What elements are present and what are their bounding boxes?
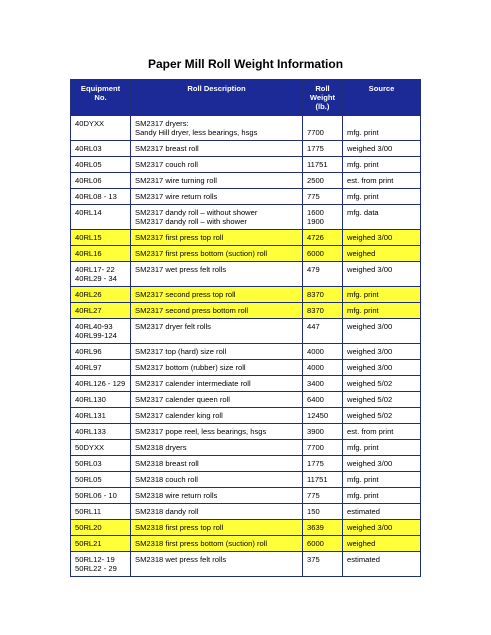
description-cell	[131, 424, 303, 440]
equipment-cell-line: 50RL21	[75, 539, 102, 548]
description-cell	[131, 504, 303, 520]
description-cell	[131, 303, 303, 319]
source-cell	[343, 205, 421, 230]
source-cell	[343, 246, 421, 262]
weight-cell-line: 8370	[307, 306, 324, 315]
description-cell	[131, 287, 303, 303]
weight-cell-line: 7700	[307, 443, 324, 452]
equipment-cell-line: 40RL27	[75, 306, 102, 315]
table-row	[71, 262, 421, 287]
source-cell	[343, 360, 421, 376]
source-cell-line: mfg. print	[347, 192, 379, 201]
description-cell-line: Sandy Hill dryer, less bearings, hsgs	[135, 128, 258, 137]
equipment-cell	[71, 424, 131, 440]
table-row	[71, 376, 421, 392]
source-cell	[343, 440, 421, 456]
table-row	[71, 116, 421, 141]
equipment-cell-line: 50RL20	[75, 523, 102, 532]
weight-cell	[303, 456, 343, 472]
description-cell	[131, 520, 303, 536]
document-title: Paper Mill Roll Weight Information	[147, 57, 344, 71]
source-cell-line: est. from print	[347, 176, 394, 185]
equipment-cell-line: 40RL15	[75, 233, 102, 242]
weight-cell	[303, 141, 343, 157]
weight-cell	[303, 205, 343, 230]
description-cell-line: SM2317 second press top roll	[135, 290, 236, 299]
weight-cell-line: 1775	[307, 459, 324, 468]
header-roll-description: Roll Description	[131, 80, 303, 116]
source-cell	[343, 287, 421, 303]
weight-cell-line: 775	[307, 192, 320, 201]
weight-cell-line: 11751	[307, 160, 328, 169]
table-row	[71, 424, 421, 440]
description-cell-line: SM2317 dryers:	[135, 119, 189, 128]
source-cell	[343, 488, 421, 504]
description-cell	[131, 392, 303, 408]
equipment-cell	[71, 472, 131, 488]
weight-cell-line	[307, 119, 338, 128]
source-cell	[343, 173, 421, 189]
equipment-cell	[71, 504, 131, 520]
equipment-cell-line: 40RL40-93	[75, 322, 113, 331]
description-cell-line: SM2317 wet press felt rolls	[135, 265, 227, 274]
equipment-cell-line: 40RL06	[75, 176, 102, 185]
description-cell-line: SM2318 couch roll	[135, 475, 198, 484]
description-cell-line: SM2318 dryers	[135, 443, 187, 452]
equipment-cell	[71, 344, 131, 360]
equipment-cell-line: 40DYXX	[75, 119, 105, 128]
description-cell-line: SM2318 first press bottom (suction) roll	[135, 539, 268, 548]
table-row	[71, 360, 421, 376]
source-cell-line: weighed 3/00	[347, 144, 393, 153]
source-cell	[343, 552, 421, 577]
table-row	[71, 520, 421, 536]
table-row	[71, 303, 421, 319]
weight-cell-line: 6400	[307, 395, 324, 404]
weight-cell-line: 1600	[307, 208, 324, 217]
table-row	[71, 287, 421, 303]
description-cell-line: SM2317 top (hard) size roll	[135, 347, 227, 356]
description-cell	[131, 141, 303, 157]
description-cell-line: SM2317 dandy roll – with shower	[135, 217, 247, 226]
equipment-cell-line: 50RL22 - 29	[75, 564, 117, 573]
equipment-cell-line: 40RL133	[75, 427, 106, 436]
description-cell	[131, 262, 303, 287]
weight-cell	[303, 287, 343, 303]
weight-cell	[303, 246, 343, 262]
description-cell-line: SM2317 dandy roll – without shower	[135, 208, 258, 217]
source-cell-line: mfg. print	[347, 491, 379, 500]
weight-cell-line: 775	[307, 491, 320, 500]
description-cell	[131, 456, 303, 472]
weight-cell-line: 6000	[307, 539, 324, 548]
description-cell-line: SM2317 wire turning roll	[135, 176, 217, 185]
table-row	[71, 157, 421, 173]
source-cell-line: est. from print	[347, 427, 394, 436]
table-row	[71, 392, 421, 408]
equipment-cell	[71, 488, 131, 504]
equipment-cell-line: 40RL99-124	[75, 331, 117, 340]
source-cell-line: mfg. print	[347, 443, 379, 452]
source-cell-line: weighed 5/02	[347, 379, 393, 388]
description-cell	[131, 319, 303, 344]
description-cell-line: SM2317 first press bottom (suction) roll	[135, 249, 268, 258]
source-cell-line: mfg. print	[347, 306, 379, 315]
description-cell-line: SM2317 first press top roll	[135, 233, 224, 242]
table-row	[71, 344, 421, 360]
description-cell-line: SM2318 dandy roll	[135, 507, 199, 516]
description-cell	[131, 116, 303, 141]
description-cell-line: SM2317 second press bottom roll	[135, 306, 249, 315]
table-row	[71, 472, 421, 488]
description-cell	[131, 344, 303, 360]
source-cell-line: weighed 3/00	[347, 347, 393, 356]
equipment-cell-line: 40RL96	[75, 347, 102, 356]
equipment-cell	[71, 440, 131, 456]
weight-cell	[303, 536, 343, 552]
equipment-cell	[71, 189, 131, 205]
description-cell-line: SM2318 wire return rolls	[135, 491, 218, 500]
weight-cell-line: 1900	[307, 217, 324, 226]
source-cell	[343, 141, 421, 157]
header-roll-weight: Roll Weight (lb.)	[303, 80, 343, 116]
weight-cell	[303, 424, 343, 440]
description-cell-line: SM2318 breast roll	[135, 459, 199, 468]
header-equipment-no: Equipment No.	[71, 80, 131, 116]
source-cell	[343, 456, 421, 472]
source-cell	[343, 472, 421, 488]
weight-cell	[303, 319, 343, 344]
source-cell-line: weighed 3/00	[347, 363, 393, 372]
source-cell	[343, 536, 421, 552]
description-cell-line: SM2317 calender queen roll	[135, 395, 230, 404]
weight-cell	[303, 472, 343, 488]
description-cell	[131, 536, 303, 552]
table-row	[71, 504, 421, 520]
equipment-cell-line: 40RL26	[75, 290, 102, 299]
weight-cell	[303, 520, 343, 536]
equipment-cell	[71, 360, 131, 376]
table-row	[71, 440, 421, 456]
weight-cell	[303, 344, 343, 360]
equipment-cell	[71, 157, 131, 173]
source-cell-line: weighed 3/00	[347, 233, 393, 242]
weight-cell	[303, 504, 343, 520]
description-cell	[131, 230, 303, 246]
source-cell-line: mfg. print	[347, 290, 379, 299]
equipment-cell-line: 40RL05	[75, 160, 102, 169]
description-cell	[131, 488, 303, 504]
equipment-cell	[71, 116, 131, 141]
source-cell-line: weighed 3/00	[347, 322, 393, 331]
weight-cell-line: 11751	[307, 475, 328, 484]
table-row	[71, 319, 421, 344]
description-cell-line: SM2318 first press top roll	[135, 523, 224, 532]
source-cell-line: weighed 3/00	[347, 459, 393, 468]
weight-cell	[303, 189, 343, 205]
source-cell	[343, 376, 421, 392]
weight-cell-line: 3900	[307, 427, 324, 436]
table-row	[71, 408, 421, 424]
description-cell	[131, 440, 303, 456]
equipment-cell-line: 50RL12- 19	[75, 555, 115, 564]
source-cell	[343, 408, 421, 424]
weight-cell	[303, 360, 343, 376]
source-cell	[343, 116, 421, 141]
source-cell-line: mfg. print	[347, 475, 379, 484]
equipment-cell-line: 50RL05	[75, 475, 102, 484]
equipment-cell-line: 40RL17- 22	[75, 265, 115, 274]
table-row	[71, 189, 421, 205]
table-body	[71, 116, 421, 577]
equipment-cell-line: 40RL03	[75, 144, 102, 153]
weight-cell	[303, 173, 343, 189]
description-cell-line: SM2317 breast roll	[135, 144, 199, 153]
source-cell-line: weighed 3/00	[347, 523, 393, 532]
equipment-cell	[71, 520, 131, 536]
equipment-cell	[71, 536, 131, 552]
weight-cell-line: 3400	[307, 379, 324, 388]
equipment-cell	[71, 303, 131, 319]
equipment-cell-line: 40RL16	[75, 249, 102, 258]
source-cell	[343, 344, 421, 360]
table-header-row	[71, 80, 421, 116]
table-row	[71, 230, 421, 246]
weight-cell	[303, 392, 343, 408]
weight-cell	[303, 116, 343, 141]
table-row	[71, 456, 421, 472]
equipment-cell	[71, 173, 131, 189]
source-cell-line: mfg. print	[347, 160, 379, 169]
source-cell-line: weighed	[347, 249, 376, 258]
description-cell	[131, 173, 303, 189]
equipment-cell	[71, 141, 131, 157]
description-cell	[131, 205, 303, 230]
description-cell-line: SM2317 wire return rolls	[135, 192, 218, 201]
weight-cell	[303, 440, 343, 456]
weight-cell-line: 8370	[307, 290, 324, 299]
weight-cell-line: 4726	[307, 233, 324, 242]
equipment-cell	[71, 552, 131, 577]
equipment-cell	[71, 319, 131, 344]
equipment-cell-line: 50DYXX	[75, 443, 105, 452]
weight-cell-line: 3639	[307, 523, 324, 532]
equipment-cell	[71, 205, 131, 230]
description-cell	[131, 552, 303, 577]
source-cell	[343, 319, 421, 344]
equipment-cell-line: 40RL08 - 13	[75, 192, 117, 201]
equipment-cell	[71, 262, 131, 287]
equipment-cell-line: 50RL06 - 10	[75, 491, 117, 500]
source-cell-line: weighed 3/00	[347, 265, 393, 274]
equipment-cell-line: 40RL130	[75, 395, 106, 404]
weight-cell-line: 447	[307, 322, 320, 331]
table-row	[71, 246, 421, 262]
weight-cell-line: 4000	[307, 347, 324, 356]
source-cell	[343, 157, 421, 173]
equipment-cell-line: 40RL29 - 34	[75, 274, 117, 283]
equipment-cell-line: 50RL11	[75, 507, 102, 516]
header-source: Source	[343, 80, 421, 116]
source-cell	[343, 303, 421, 319]
source-cell-line: estimated	[347, 507, 380, 516]
weight-cell-line: 150	[307, 507, 320, 516]
description-cell-line: SM2317 couch roll	[135, 160, 198, 169]
weight-cell-line: 12450	[307, 411, 329, 420]
equipment-cell-line: 50RL03	[75, 459, 102, 468]
description-cell	[131, 472, 303, 488]
description-cell	[131, 246, 303, 262]
source-cell	[343, 520, 421, 536]
description-cell-line: SM2317 bottom (rubber) size roll	[135, 363, 246, 372]
source-cell-line: mfg. print	[347, 128, 379, 137]
equipment-cell	[71, 408, 131, 424]
equipment-cell	[71, 230, 131, 246]
source-cell	[343, 230, 421, 246]
equipment-cell	[71, 246, 131, 262]
weight-cell	[303, 408, 343, 424]
weight-cell	[303, 262, 343, 287]
source-cell-line: weighed 5/02	[347, 395, 393, 404]
description-cell	[131, 189, 303, 205]
equipment-cell	[71, 376, 131, 392]
description-cell	[131, 376, 303, 392]
weight-cell	[303, 488, 343, 504]
equipment-cell-line: 40RL97	[75, 363, 102, 372]
weight-cell-line: 1775	[307, 144, 324, 153]
description-cell-line: SM2317 calender intermediate roll	[135, 379, 251, 388]
source-cell	[343, 424, 421, 440]
source-cell-line: weighed	[347, 539, 376, 548]
weight-cell-line: 6000	[307, 249, 324, 258]
weight-cell	[303, 376, 343, 392]
weight-cell-line: 4000	[307, 363, 324, 372]
description-cell	[131, 408, 303, 424]
description-cell	[131, 157, 303, 173]
source-cell	[343, 504, 421, 520]
table-row	[71, 488, 421, 504]
source-cell-line: mfg. data	[347, 208, 379, 217]
equipment-cell	[71, 287, 131, 303]
table-row	[71, 173, 421, 189]
source-cell-line: weighed 5/02	[347, 411, 393, 420]
weight-cell	[303, 303, 343, 319]
weight-cell	[303, 157, 343, 173]
description-cell-line: SM2318 wet press felt rolls	[135, 555, 227, 564]
weight-cell	[303, 552, 343, 577]
table-row	[71, 552, 421, 577]
weight-cell-line: 2500	[307, 176, 324, 185]
source-cell	[343, 392, 421, 408]
weight-cell	[303, 230, 343, 246]
equipment-cell-line: 40RL131	[75, 411, 106, 420]
table-row	[71, 205, 421, 230]
weight-cell-line: 7700	[307, 128, 324, 137]
source-cell	[343, 189, 421, 205]
description-cell-line: SM2317 dryer felt rolls	[135, 322, 211, 331]
weight-cell-line: 375	[307, 555, 320, 564]
roll-weight-table	[70, 79, 421, 577]
equipment-cell-line: 40RL126 - 129	[75, 379, 126, 388]
description-cell-line: SM2317 calender king roll	[135, 411, 223, 420]
equipment-cell-line: 40RL14	[75, 208, 102, 217]
source-cell-line: estimated	[347, 555, 380, 564]
equipment-cell	[71, 456, 131, 472]
description-cell-line: SM2317 pope reel, less bearings, hsgs	[135, 427, 267, 436]
source-cell-line	[347, 119, 416, 128]
equipment-cell	[71, 392, 131, 408]
weight-cell-line: 479	[307, 265, 320, 274]
source-cell	[343, 262, 421, 287]
table-row	[71, 141, 421, 157]
description-cell	[131, 360, 303, 376]
table-row	[71, 536, 421, 552]
